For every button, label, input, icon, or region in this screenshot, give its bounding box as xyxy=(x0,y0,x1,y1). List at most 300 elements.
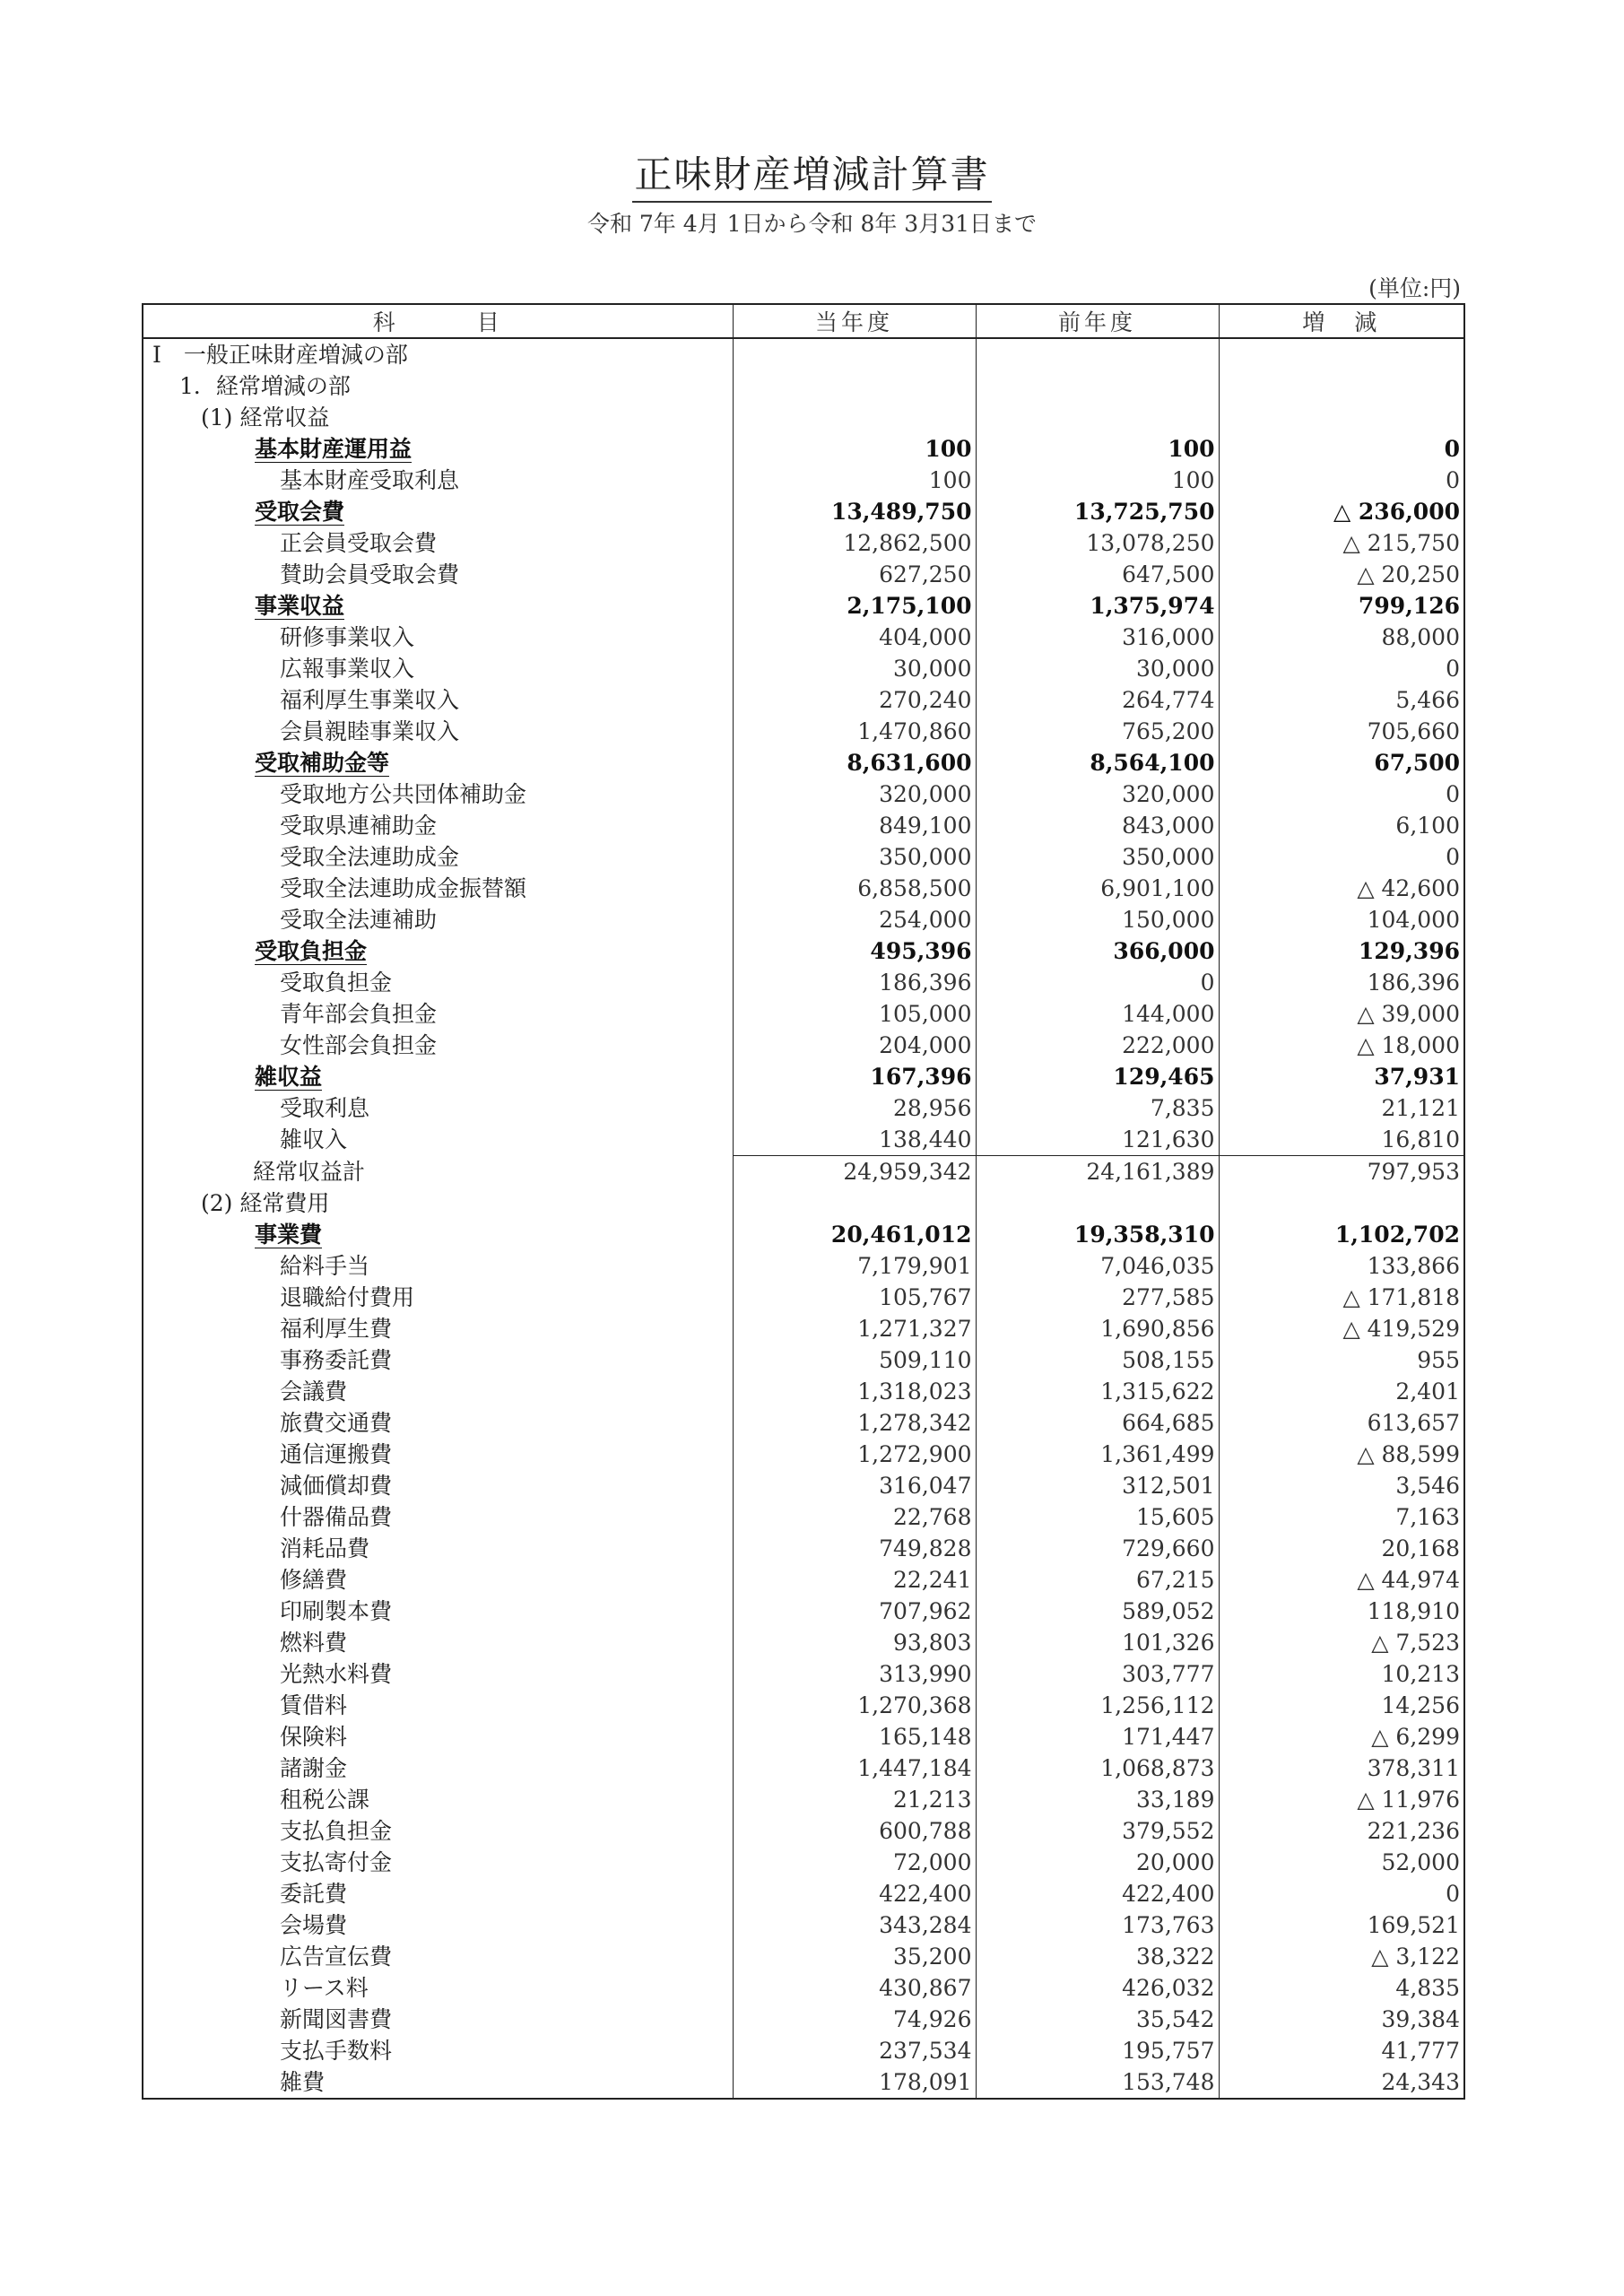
account-label xyxy=(143,1344,733,1376)
previous-year-value: 765,200 xyxy=(976,716,1219,747)
account-label xyxy=(143,1784,733,1815)
previous-year-value: 320,000 xyxy=(976,778,1219,810)
previous-year-value xyxy=(976,1187,1219,1219)
account-label-text: 賃借料 xyxy=(280,1692,348,1718)
previous-year-value: 121,630 xyxy=(976,1124,1219,1156)
account-label-text: 減価償却費 xyxy=(280,1473,393,1499)
previous-year-value: 33,189 xyxy=(976,1784,1219,1815)
account-label xyxy=(143,1092,733,1124)
category-row xyxy=(143,1219,1464,1250)
previous-year-value: 150,000 xyxy=(976,904,1219,935)
table-row xyxy=(143,810,1464,841)
previous-year-value: 13,725,750 xyxy=(976,496,1219,527)
account-label-text: 保険料 xyxy=(280,1724,348,1750)
change-value: △ 11,976 xyxy=(1219,1784,1464,1815)
previous-year-value: 144,000 xyxy=(976,998,1219,1030)
table-row xyxy=(143,1941,1464,1972)
previous-year-value: 67,215 xyxy=(976,1564,1219,1596)
previous-year-value: 422,400 xyxy=(976,1878,1219,1909)
change-value xyxy=(1219,338,1464,370)
change-value: 5,466 xyxy=(1219,684,1464,716)
account-label xyxy=(143,1941,733,1972)
account-label-text: 委託費 xyxy=(280,1881,348,1907)
section-heading-row xyxy=(143,402,1464,433)
change-value: 169,521 xyxy=(1219,1909,1464,1941)
previous-year-value: 35,542 xyxy=(976,2004,1219,2035)
previous-year-value: 195,757 xyxy=(976,2035,1219,2066)
account-label-text: 雑費 xyxy=(280,2069,326,2095)
current-year-value: 93,803 xyxy=(733,1627,976,1658)
change-value: △ 18,000 xyxy=(1219,1030,1464,1061)
account-label-text: 退職給付費用 xyxy=(280,1284,415,1310)
current-year-value: 270,240 xyxy=(733,684,976,716)
table-row xyxy=(143,1847,1464,1878)
previous-year-value: 664,685 xyxy=(976,1407,1219,1439)
change-value xyxy=(1219,370,1464,402)
previous-year-value: 379,552 xyxy=(976,1815,1219,1847)
table-row xyxy=(143,1752,1464,1784)
previous-year-value: 171,447 xyxy=(976,1721,1219,1752)
current-year-value: 422,400 xyxy=(733,1878,976,1909)
table-row xyxy=(143,1533,1464,1564)
current-year-value: 20,461,012 xyxy=(733,1219,976,1250)
current-year-value xyxy=(733,338,976,370)
previous-year-value xyxy=(976,370,1219,402)
current-year-value: 1,278,342 xyxy=(733,1407,976,1439)
account-label-text: 1．経常増減の部 xyxy=(179,373,351,399)
current-year-value: 24,959,342 xyxy=(733,1156,976,1188)
previous-year-value: 7,046,035 xyxy=(976,1250,1219,1282)
change-value: 67,500 xyxy=(1219,747,1464,778)
current-year-value: 707,962 xyxy=(733,1596,976,1627)
change-value: 0 xyxy=(1219,841,1464,873)
current-year-value: 22,768 xyxy=(733,1501,976,1533)
current-year-value: 28,956 xyxy=(733,1092,976,1124)
previous-year-value: 30,000 xyxy=(976,653,1219,684)
previous-year-value xyxy=(976,402,1219,433)
account-label xyxy=(143,1972,733,2004)
account-label-text: 広報事業収入 xyxy=(280,656,415,682)
change-value xyxy=(1219,1187,1464,1219)
table-row xyxy=(143,904,1464,935)
table-row xyxy=(143,527,1464,559)
current-year-value: 167,396 xyxy=(733,1061,976,1092)
account-label xyxy=(143,402,733,433)
change-value: 104,000 xyxy=(1219,904,1464,935)
current-year-value: 30,000 xyxy=(733,653,976,684)
account-label xyxy=(143,1596,733,1627)
table-row xyxy=(143,1784,1464,1815)
previous-year-value: 7,835 xyxy=(976,1092,1219,1124)
current-year-value: 749,828 xyxy=(733,1533,976,1564)
current-year-value: 254,000 xyxy=(733,904,976,935)
current-year-value: 495,396 xyxy=(733,935,976,967)
header-change: 増 減 xyxy=(1219,304,1464,338)
previous-year-value: 1,361,499 xyxy=(976,1439,1219,1470)
table-row xyxy=(143,1815,1464,1847)
current-year-value: 316,047 xyxy=(733,1470,976,1501)
current-year-value: 6,858,500 xyxy=(733,873,976,904)
change-value: 186,396 xyxy=(1219,967,1464,998)
current-year-value: 509,110 xyxy=(733,1344,976,1376)
account-label-text: 青年部会負担金 xyxy=(280,1001,438,1027)
table-row xyxy=(143,1564,1464,1596)
account-label xyxy=(143,1690,733,1721)
account-label-text: 会員親睦事業収入 xyxy=(280,718,460,744)
account-label-text: 福利厚生費 xyxy=(280,1316,393,1342)
section-heading-row xyxy=(143,338,1464,370)
current-year-value: 35,200 xyxy=(733,1941,976,1972)
change-value: 378,311 xyxy=(1219,1752,1464,1784)
current-year-value: 627,250 xyxy=(733,559,976,590)
account-label-text: 賛助会員受取会費 xyxy=(280,561,460,587)
account-label-text: 印刷製本費 xyxy=(280,1598,393,1624)
account-label-text: 経常収益計 xyxy=(253,1158,366,1185)
change-value: △ 419,529 xyxy=(1219,1313,1464,1344)
table-row xyxy=(143,1124,1464,1156)
account-label xyxy=(143,1124,733,1156)
account-label-text: 消耗品費 xyxy=(280,1535,370,1561)
previous-year-value: 38,322 xyxy=(976,1941,1219,1972)
previous-year-value: 303,777 xyxy=(976,1658,1219,1690)
account-label-text: 受取県連補助金 xyxy=(280,813,438,839)
account-label xyxy=(143,1501,733,1533)
current-year-value: 7,179,901 xyxy=(733,1250,976,1282)
account-label xyxy=(143,590,733,622)
table-row xyxy=(143,841,1464,873)
current-year-value: 105,767 xyxy=(733,1282,976,1313)
account-label xyxy=(143,1909,733,1941)
account-label xyxy=(143,1470,733,1501)
change-value: 10,213 xyxy=(1219,1658,1464,1690)
account-label-text: 正会員受取会費 xyxy=(280,530,438,556)
previous-year-value: 366,000 xyxy=(976,935,1219,967)
table-row xyxy=(143,1092,1464,1124)
previous-year-value: 316,000 xyxy=(976,622,1219,653)
change-value: 14,256 xyxy=(1219,1690,1464,1721)
account-label xyxy=(143,1815,733,1847)
account-label-text: 什器備品費 xyxy=(280,1504,393,1530)
current-year-value: 404,000 xyxy=(733,622,976,653)
account-label xyxy=(143,1847,733,1878)
account-label xyxy=(143,653,733,684)
account-label xyxy=(143,1721,733,1752)
account-label-text: 基本財産運用益 xyxy=(255,436,413,462)
change-value: 2,401 xyxy=(1219,1376,1464,1407)
table-row xyxy=(143,465,1464,496)
account-label-text: 支払寄付金 xyxy=(280,1849,393,1875)
category-row xyxy=(143,496,1464,527)
change-value: △ 6,299 xyxy=(1219,1721,1464,1752)
change-value: 133,866 xyxy=(1219,1250,1464,1282)
previous-year-value: 6,901,100 xyxy=(976,873,1219,904)
table-row xyxy=(143,2035,1464,2066)
table-row xyxy=(143,998,1464,1030)
table-row xyxy=(143,1439,1464,1470)
account-label-text: 受取全法連補助 xyxy=(280,907,438,933)
current-year-value: 178,091 xyxy=(733,2066,976,2099)
document-title: 正味財産増減計算書 xyxy=(0,145,1624,203)
change-value: 52,000 xyxy=(1219,1847,1464,1878)
account-label xyxy=(143,998,733,1030)
category-row xyxy=(143,433,1464,465)
account-label-text: 受取負担金 xyxy=(255,938,368,964)
account-label-text: 基本財産受取利息 xyxy=(280,467,460,493)
account-label xyxy=(143,684,733,716)
account-label xyxy=(143,841,733,873)
current-year-value: 74,926 xyxy=(733,2004,976,2035)
change-value: △ 88,599 xyxy=(1219,1439,1464,1470)
change-value: 1,102,702 xyxy=(1219,1219,1464,1250)
account-label-text: 会議費 xyxy=(280,1378,348,1405)
account-label xyxy=(143,1156,733,1188)
account-label xyxy=(143,1376,733,1407)
account-label-text: 諸謝金 xyxy=(280,1755,348,1781)
previous-year-value: 264,774 xyxy=(976,684,1219,716)
account-label xyxy=(143,2004,733,2035)
change-value: 797,953 xyxy=(1219,1156,1464,1188)
account-label xyxy=(143,1752,733,1784)
account-label-text: 会場費 xyxy=(280,1912,348,1938)
previous-year-value: 426,032 xyxy=(976,1972,1219,2004)
account-label-text: 受取利息 xyxy=(280,1095,370,1121)
table-row xyxy=(143,1658,1464,1690)
change-value: △ 236,000 xyxy=(1219,496,1464,527)
table-row xyxy=(143,1313,1464,1344)
account-label xyxy=(143,904,733,935)
account-label xyxy=(143,1282,733,1313)
header-previous-year: 前年度 xyxy=(976,304,1219,338)
table-row xyxy=(143,1030,1464,1061)
header-current-year: 当年度 xyxy=(733,304,976,338)
change-value: 955 xyxy=(1219,1344,1464,1376)
account-label xyxy=(143,465,733,496)
current-year-value: 22,241 xyxy=(733,1564,976,1596)
previous-year-value: 729,660 xyxy=(976,1533,1219,1564)
current-year-value: 12,862,500 xyxy=(733,527,976,559)
category-row xyxy=(143,747,1464,778)
current-year-value: 600,788 xyxy=(733,1815,976,1847)
previous-year-value: 0 xyxy=(976,967,1219,998)
account-label-text: 女性部会負担金 xyxy=(280,1032,438,1058)
current-year-value: 849,100 xyxy=(733,810,976,841)
previous-year-value: 8,564,100 xyxy=(976,747,1219,778)
table-row xyxy=(143,1501,1464,1533)
current-year-value: 430,867 xyxy=(733,1972,976,2004)
statement-body xyxy=(143,338,1464,2099)
account-label-text: 支払負担金 xyxy=(280,1818,393,1844)
account-label xyxy=(143,2066,733,2099)
table-row xyxy=(143,2004,1464,2035)
previous-year-value: 1,256,112 xyxy=(976,1690,1219,1721)
header-account: 科 目 xyxy=(143,304,733,338)
account-label xyxy=(143,1313,733,1344)
account-label-text: 研修事業収入 xyxy=(280,624,415,650)
account-label-text: (2) 経常費用 xyxy=(201,1190,330,1216)
change-value: 705,660 xyxy=(1219,716,1464,747)
change-value: 221,236 xyxy=(1219,1815,1464,1847)
change-value: 799,126 xyxy=(1219,590,1464,622)
change-value: △ 44,974 xyxy=(1219,1564,1464,1596)
account-label-text: 広告宣伝費 xyxy=(280,1944,393,1970)
change-value: 6,100 xyxy=(1219,810,1464,841)
account-label xyxy=(143,716,733,747)
change-value: △ 3,122 xyxy=(1219,1941,1464,1972)
account-label xyxy=(143,1658,733,1690)
current-year-value: 72,000 xyxy=(733,1847,976,1878)
change-value: 118,910 xyxy=(1219,1596,1464,1627)
account-label xyxy=(143,1250,733,1282)
current-year-value: 186,396 xyxy=(733,967,976,998)
current-year-value xyxy=(733,1187,976,1219)
previous-year-value: 100 xyxy=(976,433,1219,465)
account-label xyxy=(143,338,733,370)
account-label xyxy=(143,967,733,998)
current-year-value: 1,447,184 xyxy=(733,1752,976,1784)
previous-year-value: 1,375,974 xyxy=(976,590,1219,622)
table-row xyxy=(143,1596,1464,1627)
account-label-text: 雑収入 xyxy=(280,1126,348,1153)
current-year-value: 313,990 xyxy=(733,1658,976,1690)
previous-year-value: 19,358,310 xyxy=(976,1219,1219,1250)
change-value: 24,343 xyxy=(1219,2066,1464,2099)
account-label-text: 給料手当 xyxy=(280,1253,370,1279)
previous-year-value: 1,315,622 xyxy=(976,1376,1219,1407)
change-value: 16,810 xyxy=(1219,1124,1464,1156)
change-value: 0 xyxy=(1219,465,1464,496)
current-year-value: 1,318,023 xyxy=(733,1376,976,1407)
statement-table xyxy=(142,303,1465,2100)
account-label-text: 支払手数料 xyxy=(280,2038,393,2064)
account-label xyxy=(143,1533,733,1564)
account-label xyxy=(143,527,733,559)
previous-year-value: 843,000 xyxy=(976,810,1219,841)
account-label-text: 通信運搬費 xyxy=(280,1441,393,1467)
current-year-value: 21,213 xyxy=(733,1784,976,1815)
account-label-text: 受取全法連助成金 xyxy=(280,844,460,870)
previous-year-value: 312,501 xyxy=(976,1470,1219,1501)
change-value: 41,777 xyxy=(1219,2035,1464,2066)
current-year-value: 105,000 xyxy=(733,998,976,1030)
table-row xyxy=(143,1972,1464,2004)
account-label xyxy=(143,1030,733,1061)
account-label xyxy=(143,1061,733,1092)
category-row xyxy=(143,1061,1464,1092)
current-year-value: 100 xyxy=(733,465,976,496)
previous-year-value: 222,000 xyxy=(976,1030,1219,1061)
previous-year-value: 508,155 xyxy=(976,1344,1219,1376)
account-label xyxy=(143,778,733,810)
current-year-value: 320,000 xyxy=(733,778,976,810)
change-value: △ 39,000 xyxy=(1219,998,1464,1030)
table-row xyxy=(143,1627,1464,1658)
change-value: 20,168 xyxy=(1219,1533,1464,1564)
account-label xyxy=(143,2035,733,2066)
account-label xyxy=(143,1219,733,1250)
account-label-text: 雑収益 xyxy=(255,1064,323,1090)
account-label-text: 新聞図書費 xyxy=(280,2006,393,2032)
previous-year-value: 647,500 xyxy=(976,559,1219,590)
previous-year-value: 13,078,250 xyxy=(976,527,1219,559)
account-label xyxy=(143,810,733,841)
current-year-value: 343,284 xyxy=(733,1909,976,1941)
account-label xyxy=(143,1564,733,1596)
account-label-text: 旅費交通費 xyxy=(280,1410,393,1436)
account-label-text: Ⅰ 一般正味財産増減の部 xyxy=(152,342,408,368)
change-value: △ 20,250 xyxy=(1219,559,1464,590)
table-row xyxy=(143,1909,1464,1941)
account-label-text: 光熱水料費 xyxy=(280,1661,393,1687)
table-row xyxy=(143,2066,1464,2099)
previous-year-value: 1,690,856 xyxy=(976,1313,1219,1344)
previous-year-value: 277,585 xyxy=(976,1282,1219,1313)
current-year-value: 1,271,327 xyxy=(733,1313,976,1344)
category-row xyxy=(143,935,1464,967)
change-value: △ 7,523 xyxy=(1219,1627,1464,1658)
period-subtitle: 令和 7年 4月 1日から令和 8年 3月31日まで xyxy=(586,211,1038,237)
change-value: 0 xyxy=(1219,778,1464,810)
current-year-value: 8,631,600 xyxy=(733,747,976,778)
change-value: 7,163 xyxy=(1219,1501,1464,1533)
category-row xyxy=(143,590,1464,622)
table-row xyxy=(143,1878,1464,1909)
account-label xyxy=(143,1187,733,1219)
current-year-value: 2,175,100 xyxy=(733,590,976,622)
table-row xyxy=(143,1282,1464,1313)
previous-year-value: 129,465 xyxy=(976,1061,1219,1092)
previous-year-value: 350,000 xyxy=(976,841,1219,873)
section-heading-row xyxy=(143,370,1464,402)
current-year-value: 100 xyxy=(733,433,976,465)
table-row xyxy=(143,716,1464,747)
table-row xyxy=(143,684,1464,716)
account-label xyxy=(143,622,733,653)
change-value: 129,396 xyxy=(1219,935,1464,967)
account-label xyxy=(143,1439,733,1470)
current-year-value xyxy=(733,370,976,402)
previous-year-value: 153,748 xyxy=(976,2066,1219,2099)
current-year-value: 350,000 xyxy=(733,841,976,873)
current-year-value: 237,534 xyxy=(733,2035,976,2066)
table-row xyxy=(143,1250,1464,1282)
account-label xyxy=(143,559,733,590)
previous-year-value: 173,763 xyxy=(976,1909,1219,1941)
current-year-value: 138,440 xyxy=(733,1124,976,1156)
change-value: 37,931 xyxy=(1219,1061,1464,1092)
previous-year-value: 24,161,389 xyxy=(976,1156,1219,1188)
previous-year-value: 1,068,873 xyxy=(976,1752,1219,1784)
change-value: 4,835 xyxy=(1219,1972,1464,2004)
account-label-text: (1) 経常収益 xyxy=(201,404,330,430)
table-row xyxy=(143,1344,1464,1376)
current-year-value: 204,000 xyxy=(733,1030,976,1061)
table-row xyxy=(143,1721,1464,1752)
change-value: 39,384 xyxy=(1219,2004,1464,2035)
account-label xyxy=(143,1407,733,1439)
previous-year-value: 15,605 xyxy=(976,1501,1219,1533)
previous-year-value xyxy=(976,338,1219,370)
current-year-value: 165,148 xyxy=(733,1721,976,1752)
account-label xyxy=(143,935,733,967)
account-label xyxy=(143,1878,733,1909)
table-row xyxy=(143,873,1464,904)
change-value: 613,657 xyxy=(1219,1407,1464,1439)
table-row xyxy=(143,1407,1464,1439)
current-year-value: 1,272,900 xyxy=(733,1439,976,1470)
account-label-text: 受取負担金 xyxy=(280,970,393,996)
table-row xyxy=(143,622,1464,653)
change-value: △ 215,750 xyxy=(1219,527,1464,559)
